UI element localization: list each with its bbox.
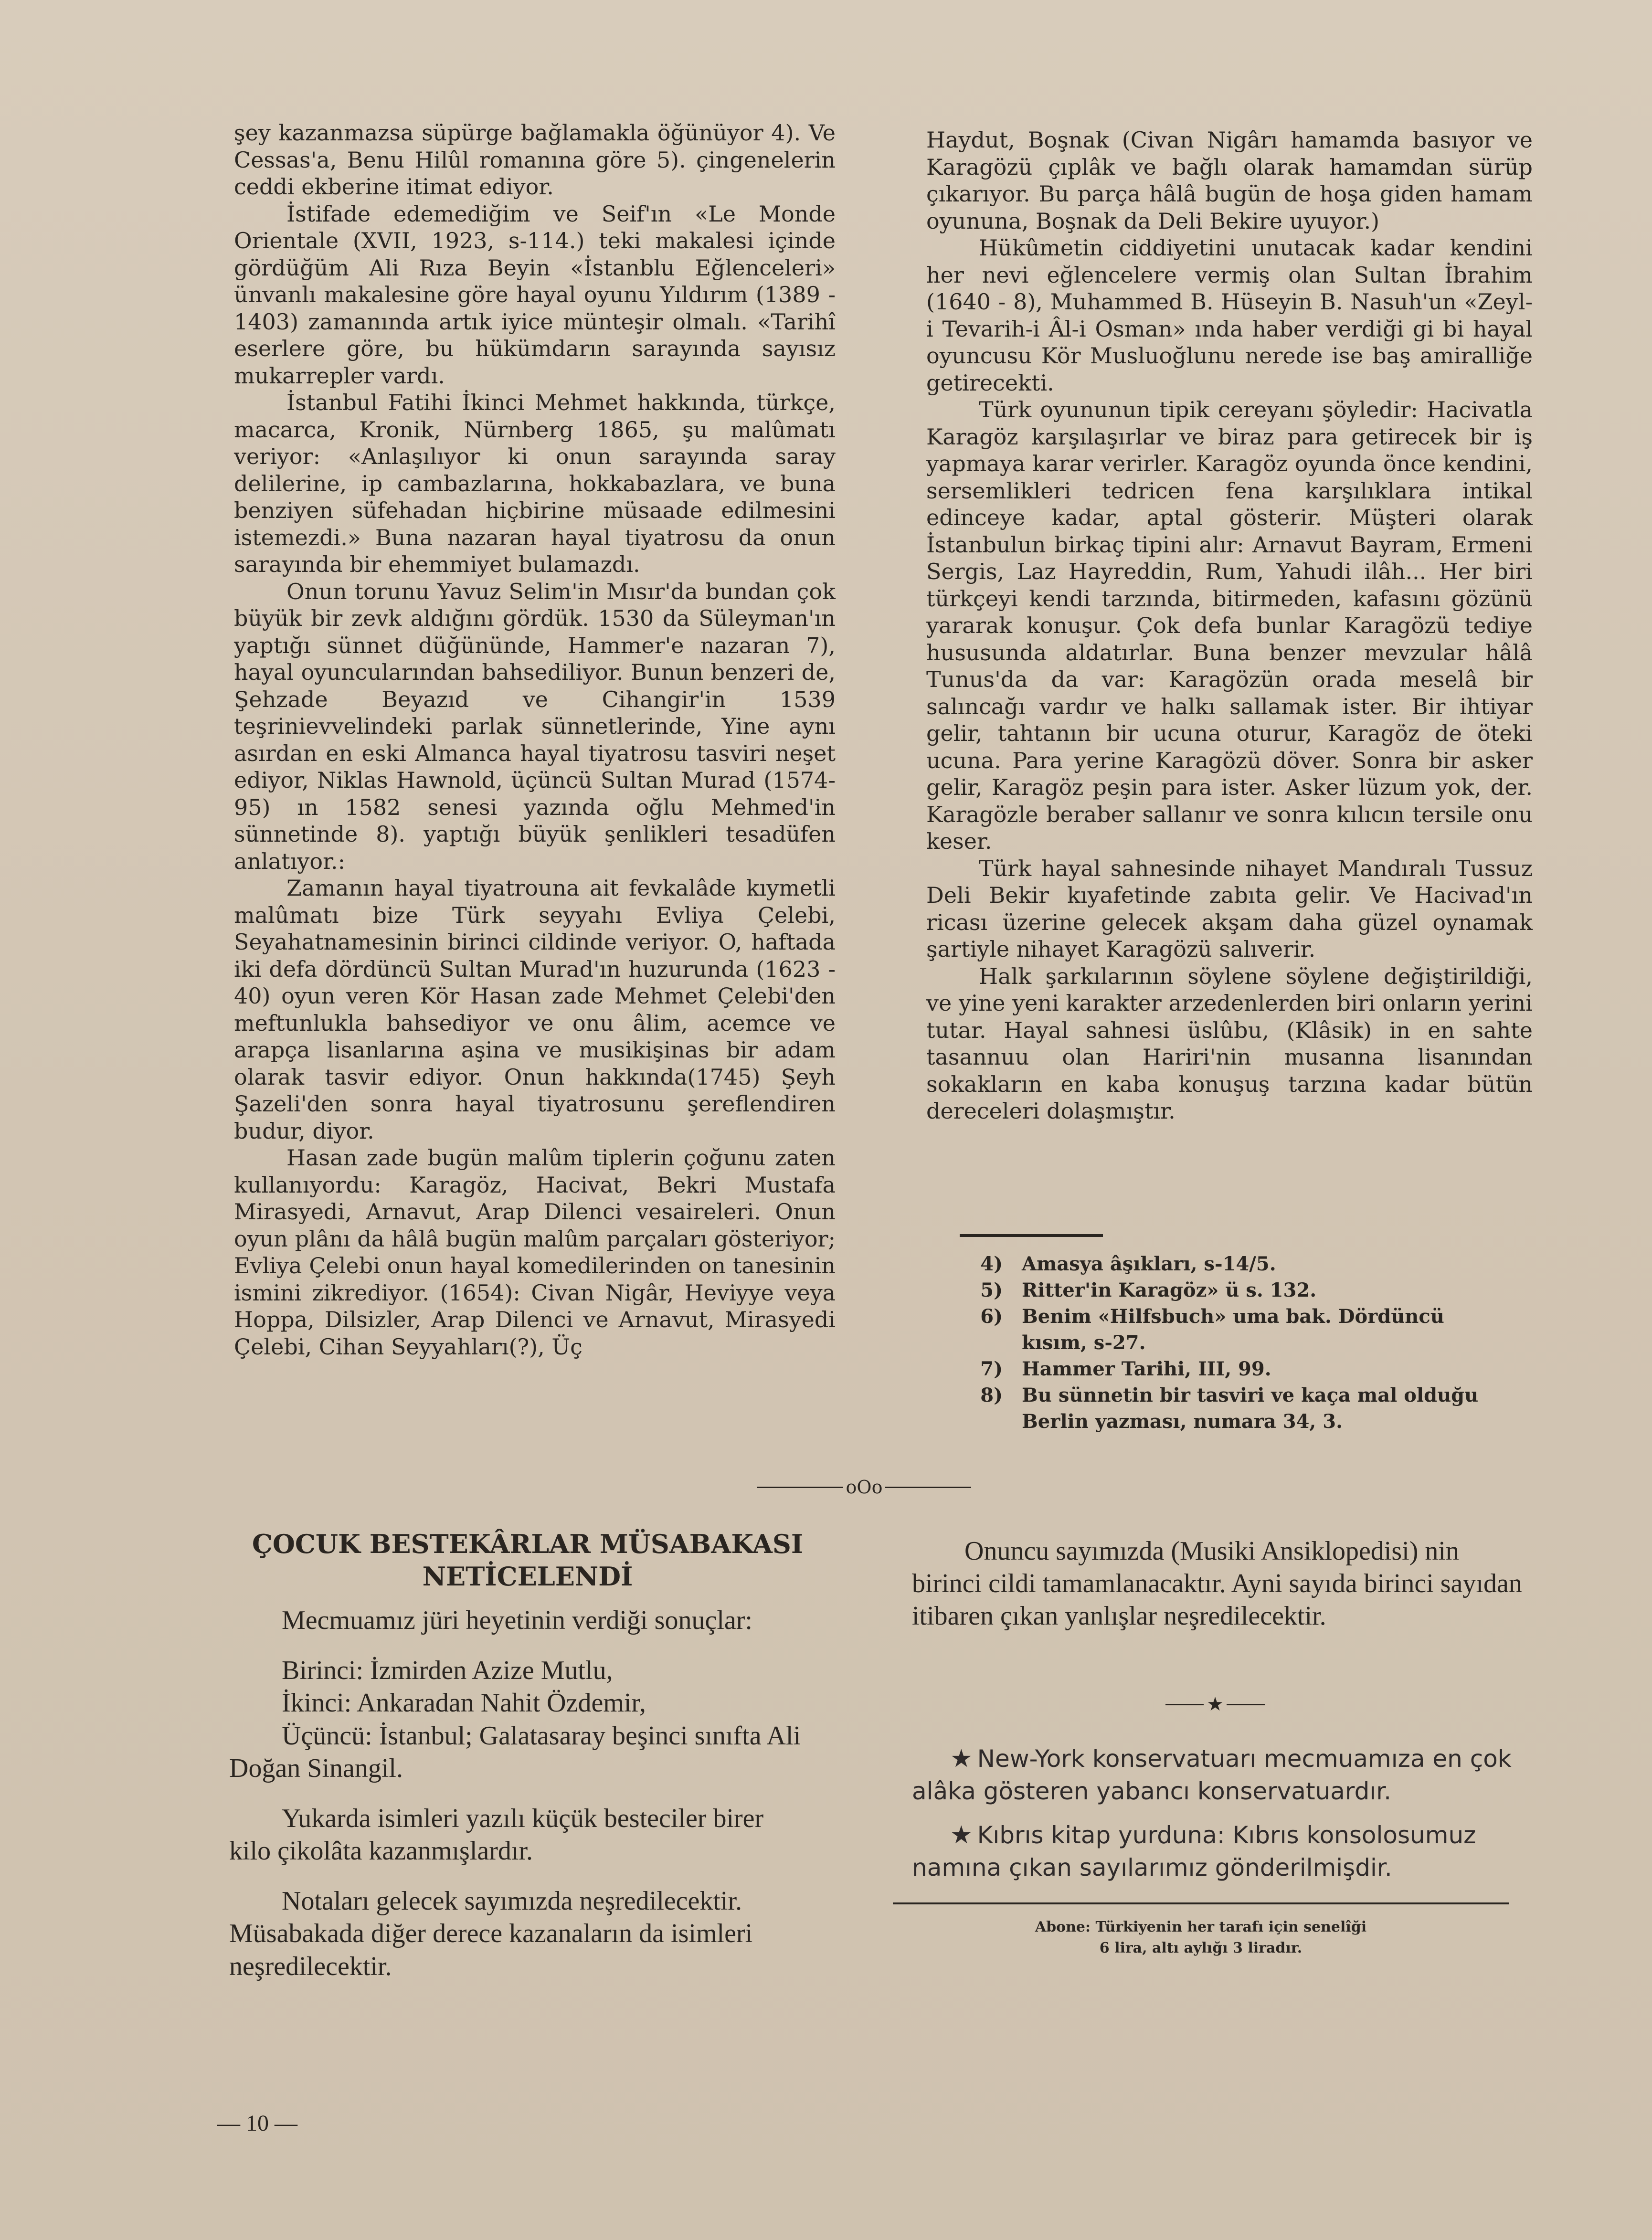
- contest-winner: İkinci: Ankaradan Nahit Özdemir,: [282, 1688, 646, 1718]
- news-text: Kıbrıs kitap yurduna: Kıbrıs konsolosumuz namına çıkan sayılarımız gönderilmişdir.: [912, 1821, 1476, 1881]
- contest-headline: [229, 1528, 826, 1593]
- divider-line: [1165, 1704, 1204, 1705]
- article-paragraph: Türk hayal sahnesinde nihayet Mandıralı Tussuz Deli Bekir kıyafetinde zabıta gelir. Ve Hacivad'ın ricası üzerine gelecek akşam daha güzel oynamak şartiyle nihayet Karagözü salıverir.: [926, 855, 1533, 962]
- article-paragraph: İstifade edemediğim ve Seif'ın «Le Monde Orientale (XVII, 1923, s-114.) teki makalesi içinde gördüğüm Ali Rıza Beyin «İstanblu Eğlenceleri» ünvanlı makalesine göre hayal oyunu Yıldırım (1389 - 1403) zamanında artık iyice münteşir olmalı. «Tarihî eserlere göre, bu hükümdarın sarayında sayısız mukarrepler vardı.: [234, 201, 836, 389]
- footnote: 4) Amasya âşıkları, s-14/5.: [980, 1253, 1276, 1275]
- article-paragraph: Haydut, Boşnak (Civan Nigârı hamamda basıyor ve Karagözü çıplâk ve bağlı olarak hamamdan sürüp çıkarıyor. Bu parça hâlâ bugün de hoşa giden hamam oyununa, Boşnak da Deli Bekire uyuyor.): [926, 127, 1533, 234]
- footnote: 7) Hammer Tarihi, III, 99.: [980, 1358, 1271, 1380]
- subscription-line: 6 lira, altı aylığı 3 liradır.: [1099, 1940, 1303, 1956]
- page-number: — 10 —: [217, 2111, 297, 2136]
- article-paragraph: Hükûmetin ciddiyetini unutacak kadar kendini her nevi eğlencelere vermiş olan Sultan İbrahim (1640 - 8), Muhammed B. Hüseyin B. Nasuh'un «Zeyl-i Tevarih-i Âl-i Osman» ında haber verdiği gi bi hayal oyuncusu Kör Musluoğlunu nerede ise baş amiralliğe getirecekti.: [926, 235, 1533, 396]
- news-text: New-York konservatuarı mecmuamıza en çok alâka gösteren yabancı konservatuardır.: [912, 1745, 1512, 1805]
- contest-headline-line: ÇOCUK BESTEKÂRLAR MÜSABAKASI: [252, 1529, 804, 1559]
- footnotes: [950, 1251, 1504, 1435]
- divider-line: [1227, 1704, 1265, 1705]
- left-article-column: [234, 119, 836, 1360]
- footnote: 8) Bu sünnetin bir tasviri ve kaça mal olduğu Berlin yazması, numara 34, 3.: [980, 1384, 1479, 1433]
- article-paragraph: Hasan zade bugün malûm tiplerin çoğunu zaten kullanıyordu: Karagöz, Hacivat, Bekri Mustafa Mirasyedi, Arnavut, Arap Dilenci vesaireleri. Onun oyun plânı da hâlâ bugün malûm parçaları gösteriyor; Evliya Çelebi onun hayal komedilerinden on tanesinin ismini zikrediyor. (1654): Civan Nigâr, Heviyye veya Hoppa, Dilsizler, Arap Dilenci ve Arnavut, Mirasyedi Çelebi, Cihan Seyyahları(?), Üç: [234, 1145, 836, 1360]
- subscription-notice: [898, 1917, 1504, 1959]
- announcement: [912, 1535, 1523, 1632]
- divider-line: [885, 1487, 971, 1488]
- subscription-rule: [893, 1902, 1509, 1904]
- divider-line: [757, 1487, 843, 1488]
- article-paragraph: İstanbul Fatihi İkinci Mehmet hakkında, türkçe, macarca, Kronik, Nürnberg 1865, şu malûmatı veriyor: «Anlaşılıyor ki onun sarayında saray delilerine, ip cambazlarına, hokkabazlara, ve buna benziyen süfehadan hiçbirine müsaade edilmesini istemezdi.» Buna nazaran hayal tiyatrosu da onun sarayında bir ehemmiyet bulamazdı.: [234, 390, 836, 577]
- article-paragraph: Onun torunu Yavuz Selim'in Mısır'da bundan çok büyük bir zevk aldığını gördük. 1530 da Süleyman'ın yaptığı sünnet düğününde, Hammer'e nazaran 7), hayal oyuncularından bahsediliyor. Bunun benzeri de, Şehzade Beyazıd ve Cihangir'in 1539 teşrinievvelindeki parlak sünnetlerinde, Yine aynı asırdan en eski Almanca hayal tiyatrosu tasviri neşet ediyor, Niklas Hawnold, üçüncü Sultan Murad (1574-95) ın 1582 senesi yazında oğlu Mehmed'in sünnetinde 8). yaptığı büyük şenlikleri tesadüfen anlatıyor.:: [234, 578, 836, 874]
- star-divider: [1155, 1695, 1275, 1714]
- news-item: [912, 1819, 1523, 1884]
- contest-headline-line: NETİCELENDİ: [422, 1561, 633, 1592]
- contest-paragraph: Yukarda isimleri yazılı küçük besteciler birer kilo çikolâta kazanmışlardır.: [229, 1803, 764, 1866]
- article-paragraph: Halk şarkılarının söylene söylene değiştirildiği, ve yine yeni karakter arzedenlerden biri onların yerini tutar. Hayal sahnesi üslûbu, (Klâsik) in en sahte tasannuu olan Hariri'nin musanna lisanından sokakların en kaba konuşuş tarzına kadar bütün dereceleri dolaşmıştır.: [926, 963, 1533, 1124]
- contest-winner: Üçüncü: İstanbul; Galatasaray beşinci sınıfta Ali Doğan Sinangil.: [229, 1721, 801, 1783]
- article-paragraph: Türk oyununun tipik cereyanı şöyledir: Hacivatla Karagöz karşılaşırlar ve biraz para getirecek bir iş yapmaya karar verirler. Karagöz oyunda önce kendini, sersemlikleri tedricen fena karşılıklara intikal edinceye kadar, aptal gösterir. Müşteri olarak İstanbulun birkaç tipini alır: Arnavut Bayram, Ermeni Sergis, Laz Hayreddin, Rum, Yahudi ilâh... Her biri türkçeyi kendi tarzında, bitirmeden, kafasını gözünü yararak konuşur. Çok defa bunlar Karagözü tediye hususunda aldatırlar. Buna benzer mevzular hâlâ Tunus'da da var: Karagözün orada meselâ bir salıncağı vardır ve halkı sallamak ister. Bir ihtiyar gelir, tahtanın bir ucuna oturur, Karagöz de öteki ucuna. Para yerine Karagözü döver. Sonra bir asker gelir, Karagöz peşin para ister. Asker lüzum yok, der. Karagözle beraber sallanır ve sonra kılıcın tersile onu keser.: [926, 397, 1533, 854]
- article-paragraph: Zamanın hayal tiyatrouna ait fevkalâde kıymetli malûmatı bize Türk seyyahı Evliya Çelebi, Seyahatnamesinin birinci cildinde veriyor. O, haftada iki defa dördüncü Sultan Murad'ın huzurunda (1623 - 40) oyun veren Kör Hasan zade Mehmet Çelebi'den meftunlukla bahsediyor ve onu âlim, acemce ve arapça lisanlarına aşina ve musikişinas bir adam olarak tasvir ediyor. Onun hakkında(1745) Şeyh Şazeli'den sonra hayal tiyatrosunu şereflendiren budur, diyor.: [234, 875, 836, 1144]
- contest-results: [229, 1604, 812, 1983]
- footnote: 6) Benim «Hilfsbuch» uma bak. Dördüncü kısım, s-27.: [980, 1305, 1444, 1354]
- footnote: 5) Ritter'in Karagöz» ü s. 132.: [980, 1279, 1317, 1301]
- star-icon: ★: [1207, 1693, 1224, 1715]
- contest-winner: Birinci: İzmirden Azize Mutlu,: [282, 1655, 613, 1685]
- section-divider-ornament: [745, 1475, 984, 1499]
- contest-paragraph: Notaları gelecek sayımızda neşredilecektir. Müsabakada diğer derece kazanaların da isimleri neşredilecektir.: [229, 1886, 753, 1981]
- subscription-line: Abone: Türkiyenin her tarafı için senelîği: [1035, 1919, 1367, 1935]
- contest-paragraph: Mecmuamız jüri heyetinin verdiği sonuçlar:: [282, 1606, 752, 1635]
- right-article-column: [926, 127, 1533, 1125]
- announcement-text: Onuncu sayımızda (Musiki Ansiklopedisi) nin birinci cildi tamamlanacaktır. Ayni sayıda birinci sayıdan itibaren çıkan yanlışlar neşredilecektir.: [912, 1536, 1522, 1631]
- star-icon: ★: [950, 1744, 973, 1773]
- ornament-glyph: oOo: [846, 1477, 883, 1498]
- news-item: [912, 1743, 1523, 1807]
- star-icon: ★: [950, 1821, 973, 1849]
- footnote-rule: [960, 1234, 1103, 1237]
- article-paragraph: şey kazanmazsa süpürge bağlamakla öğünüyor 4). Ve Cessas'a, Benu Hilûl romanına göre 5). çingenelerin ceddi ekberine itimat ediyor.: [234, 120, 836, 200]
